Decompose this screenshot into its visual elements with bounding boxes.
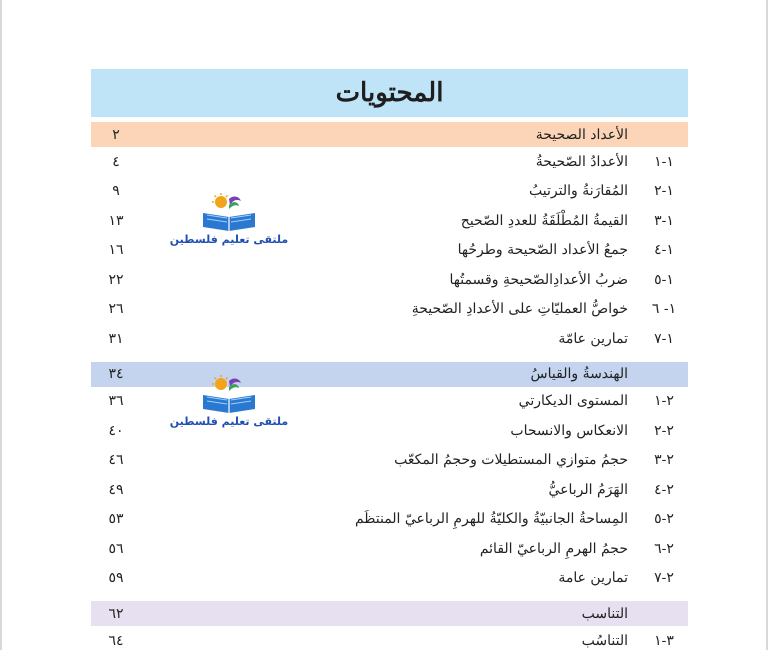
lesson-page-number: ٤٠ <box>108 422 124 439</box>
lesson-number: ١-١ <box>654 153 674 170</box>
lesson-page-number: ٣٦ <box>108 393 124 410</box>
unit-page-number: ٢ <box>112 126 120 143</box>
lesson-page-number: ٢٦ <box>108 301 124 318</box>
lesson-title: الأعدادُ الصّحيحةُ <box>535 153 628 170</box>
watermark-logo <box>170 193 288 253</box>
lesson-row[interactable] <box>91 475 688 505</box>
unit-title: التناسب <box>581 605 628 622</box>
lesson-number: ٢-١ <box>654 393 674 410</box>
lesson-number: ٣-١ <box>654 632 674 649</box>
lesson-page-number: ١٣ <box>108 212 124 229</box>
lesson-page-number: ٥٩ <box>108 570 124 587</box>
open-book-sun-icon <box>199 375 259 413</box>
watermark-text: ملتقى تعليم فلسطين <box>169 415 289 428</box>
lesson-page-number: ٤٦ <box>108 452 124 469</box>
lesson-title: ضربُ الأعدادِالصّحيحةِ وقسمتُها <box>449 271 628 288</box>
lesson-title: حجمُ الهرمِ الرباعيّ القائم <box>479 540 628 557</box>
lesson-page-number: ٦٤ <box>108 632 124 649</box>
watermark-text: ملتقى تعليم فلسطين <box>169 233 289 246</box>
lesson-number: ٢-٦ <box>654 540 674 557</box>
left-frame-border <box>0 0 2 650</box>
open-book-sun-icon <box>199 193 259 231</box>
unit-title: الهندسةُ والقياسُ <box>530 366 628 382</box>
lesson-title: الانعكاس والانسحاب <box>510 422 628 439</box>
lesson-number: ١-٢ <box>654 183 674 200</box>
lesson-row[interactable] <box>91 446 688 476</box>
lesson-row[interactable] <box>91 534 688 564</box>
unit-title: الأعداد الصحيحة <box>535 126 628 143</box>
lesson-row[interactable] <box>91 265 688 295</box>
unit-page-number: ٦٢ <box>108 605 124 622</box>
lesson-title: تمارين عامة <box>558 570 628 587</box>
lesson-row[interactable] <box>91 626 688 656</box>
lesson-number: ١- ٦ <box>651 301 677 318</box>
lesson-number: ٢-٢ <box>654 422 674 439</box>
lesson-row[interactable] <box>91 147 688 177</box>
lesson-page-number: ٩ <box>112 183 120 200</box>
lesson-page-number: ١٦ <box>108 242 124 259</box>
lesson-number: ١-٧ <box>654 330 674 347</box>
lesson-page-number: ٤٩ <box>108 481 124 498</box>
lesson-title: خواصُّ العمليّاتِ على الأعدادِ الصّحيحةِ <box>411 301 628 318</box>
unit-header[interactable] <box>91 122 688 147</box>
lesson-title: تمارين عامّة <box>558 330 628 347</box>
unit-page-number: ٣٤ <box>108 366 124 382</box>
lesson-title: جمعُ الأعداد الصّحيحة وطرحُها <box>457 242 628 259</box>
lesson-page-number: ٥٦ <box>108 540 124 557</box>
lesson-page-number: ٣١ <box>108 330 124 347</box>
lesson-number: ١-٣ <box>654 212 674 229</box>
contents-page <box>91 69 688 656</box>
lesson-number: ٢-٧ <box>654 570 674 587</box>
lesson-title: المستوى الديكارتي <box>518 393 628 410</box>
lesson-number: ٢-٤ <box>654 481 674 498</box>
lesson-row[interactable] <box>91 505 688 535</box>
unit-header[interactable] <box>91 601 688 626</box>
lesson-title: المِساحةُ الجانبيّةُ والكليّةُ للهرمِ الرباعيّ المنتظَم <box>354 511 628 528</box>
lesson-title: القيمةُ المُطْلَقَةُ للعددِ الصّحيح <box>460 212 628 229</box>
lesson-title: التناسُب <box>581 632 628 649</box>
lesson-title: الهَرَمُ الرباعيُّ <box>548 481 628 498</box>
lesson-row[interactable] <box>91 564 688 594</box>
lesson-page-number: ٤ <box>112 153 120 170</box>
lesson-page-number: ٥٣ <box>108 511 124 528</box>
lesson-page-number: ٢٢ <box>108 271 124 288</box>
page-title: المحتويات <box>91 69 688 117</box>
lesson-row[interactable] <box>91 295 688 325</box>
watermark-logo <box>170 375 288 435</box>
lesson-number: ١-٤ <box>654 242 674 259</box>
lesson-number: ٢-٥ <box>654 511 674 528</box>
lesson-title: المُقارَنةُ والترتيبُ <box>529 183 628 200</box>
lesson-title: حجمُ متوازي المستطيلات وحجمُ المكعّب <box>394 452 628 469</box>
lesson-number: ٢-٣ <box>654 452 674 469</box>
lesson-row[interactable] <box>91 324 688 354</box>
lesson-number: ١-٥ <box>654 271 674 288</box>
